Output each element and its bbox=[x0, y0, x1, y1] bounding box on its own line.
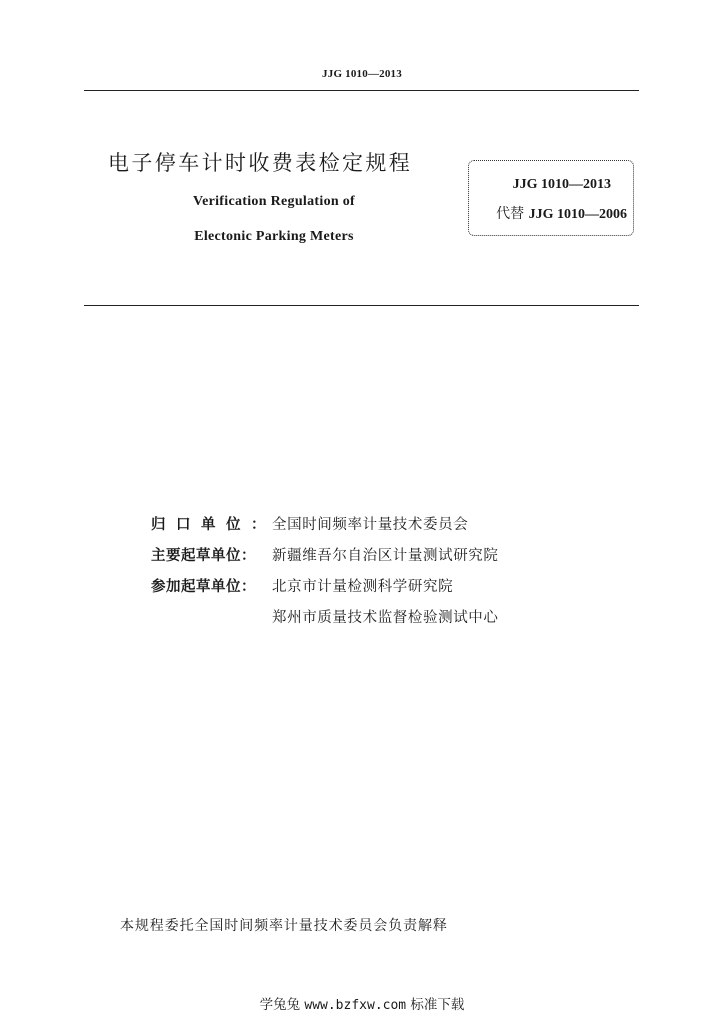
standard-code-box bbox=[468, 160, 634, 236]
document-title-english-line2: Electonic Parking Meters bbox=[194, 229, 354, 244]
responsible-unit-value: 全国时间频率计量技术委员会 bbox=[272, 517, 469, 533]
interpretation-note: 本规程委托全国时间频率计量技术委员会负责解释 bbox=[120, 918, 448, 934]
main-drafter-row bbox=[151, 539, 499, 570]
download-watermark bbox=[0, 993, 724, 1013]
responsible-unit-row bbox=[151, 508, 499, 539]
standard-code: JJG 1010—2013 bbox=[512, 177, 611, 192]
watermark-site-name: 学兔兔 bbox=[259, 997, 301, 1013]
main-drafter-label: 主要起草单位： bbox=[151, 548, 256, 564]
replaces-prefix: 代替 bbox=[496, 206, 525, 222]
participating-unit-label: 参加起草单位： bbox=[151, 579, 256, 595]
participating-unit-value: 郑州市质量技术监督检验测试中心 bbox=[272, 610, 499, 626]
participating-unit-row bbox=[151, 601, 499, 632]
main-drafter-value: 新疆维吾尔自治区计量测试研究院 bbox=[272, 548, 499, 564]
header-standard-code: JJG 1010—2013 bbox=[322, 68, 402, 80]
replaced-standard-code: JJG 1010—2006 bbox=[528, 207, 627, 222]
header-divider bbox=[84, 90, 639, 91]
watermark-url: www.bzfxw.com bbox=[304, 998, 407, 1013]
watermark-tagline: 标准下载 bbox=[410, 997, 465, 1013]
replaces-line bbox=[469, 203, 633, 223]
document-title-chinese: 电子停车计时收费表检定规程 bbox=[108, 151, 413, 175]
responsible-unit-label: 归口单位： bbox=[151, 517, 276, 533]
participating-unit-row bbox=[151, 570, 499, 601]
participating-unit-value: 北京市计量检测科学研究院 bbox=[272, 579, 454, 595]
title-divider bbox=[84, 305, 639, 306]
drafting-units bbox=[151, 508, 499, 632]
document-title-english-line1: Verification Regulation of bbox=[192, 194, 356, 209]
